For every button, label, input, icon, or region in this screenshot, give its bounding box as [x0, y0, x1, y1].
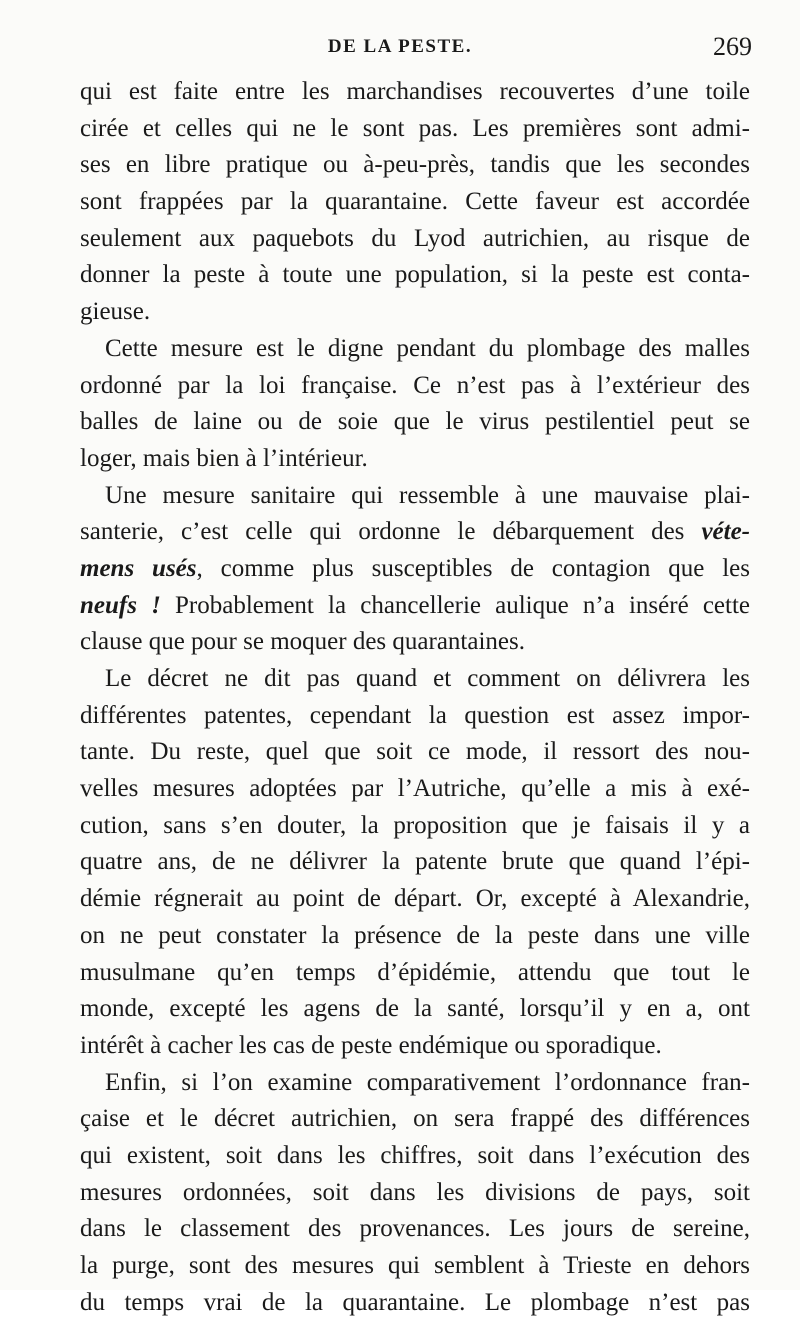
page-header [0, 32, 800, 72]
italic-run: mens usés [80, 554, 197, 582]
text-line: mesures ordonnées, soit dans les divisions de pays, soit [80, 1178, 750, 1206]
body-text [80, 74, 750, 1321]
text-line [80, 588, 750, 625]
italic-run: véte- [701, 518, 750, 546]
text-line: Le décret ne dit pas quand et comment on délivrera les [105, 665, 750, 692]
text-line: du temps vrai de la quarantaine. Le plombage n’est pas [80, 1288, 750, 1316]
text-line: çaise et le décret autrichien, on sera frappé des différences [80, 1105, 750, 1133]
text-line: Cette mesure est le digne pendant du plombage des malles [105, 334, 750, 362]
text-line: Enfin, si l’on examine comparativement l’ordonnance fran- [105, 1068, 750, 1096]
text-line: donner la peste à toute une population, si la peste est conta- [80, 261, 750, 289]
text-line: musulmane qu’en temps d’épidémie, attendu que tout le [80, 958, 750, 986]
page-number: 269 [713, 32, 752, 61]
text-line: ordonné par la loi française. Ce n’est pas à l’extérieur des [80, 371, 750, 399]
text-line: intérêt à cacher les cas de peste endémique ou sporadique. [80, 1031, 662, 1059]
text-line: dans le classement des provenances. Les jours de sereine, [80, 1215, 750, 1243]
text-line: loger, mais bien à l’intérieur. [80, 444, 368, 472]
text-line: la purge, sont des mesures qui semblent à Trieste en dehors [80, 1252, 750, 1279]
text-run: Probablement la chancellerie aulique n’a inséré cette [160, 591, 751, 619]
text-line: velles mesures adoptées par l’Autriche, qu’elle a mis à exé- [80, 775, 750, 803]
text-line: seulement aux paquebots du Lyod autrichien, au risque de [80, 224, 750, 252]
text-line: Une mesure sanitaire qui ressemble à une mauvaise plai- [105, 481, 750, 509]
text-line: tante. Du reste, quel que soit ce mode, il ressort des nou- [80, 738, 750, 766]
text-line: qui est faite entre les marchandises recouvertes d’une toile [80, 78, 750, 105]
text-line: démie régnerait au point de départ. Or, excepté à Alexandrie, [80, 885, 750, 913]
text-run: , comme plus susceptibles de contagion que les [196, 554, 750, 582]
text-line [80, 514, 750, 551]
text-line [80, 551, 750, 588]
text-line: cirée et celles qui ne le sont pas. Les premières sont admi- [80, 114, 750, 142]
text-line: balles de laine ou de soie que le virus pestilentiel peut se [80, 408, 750, 436]
text-line: quatre ans, de ne délivrer la patente brute que quand l’épi- [80, 848, 750, 876]
text-run: santerie, c’est celle qui ordonne le débarquement des [80, 518, 702, 546]
text-line: cution, sans s’en douter, la proposition que je faisais il y a [80, 811, 750, 839]
text-line: différentes patentes, cependant la question est assez impor- [80, 701, 750, 729]
italic-run: neufs ! [80, 591, 161, 619]
text-line: on ne peut constater la présence de la peste dans une ville [80, 921, 750, 949]
text-line: gieuse. [80, 298, 151, 326]
text-line: monde, excepté les agens de la santé, lorsqu’il y en a, ont [80, 995, 750, 1023]
text-line: ses en libre pratique ou à-peu-près, tandis que les secondes [80, 151, 750, 179]
running-title: DE LA PESTE. [327, 36, 473, 57]
text-line: sont frappées par la quarantaine. Cette faveur est accordée [80, 188, 750, 216]
text-line: qui existent, soit dans les chiffres, soit dans l’exécution des [80, 1141, 750, 1169]
text-line: clause que pour se moquer des quarantaines. [80, 628, 525, 656]
